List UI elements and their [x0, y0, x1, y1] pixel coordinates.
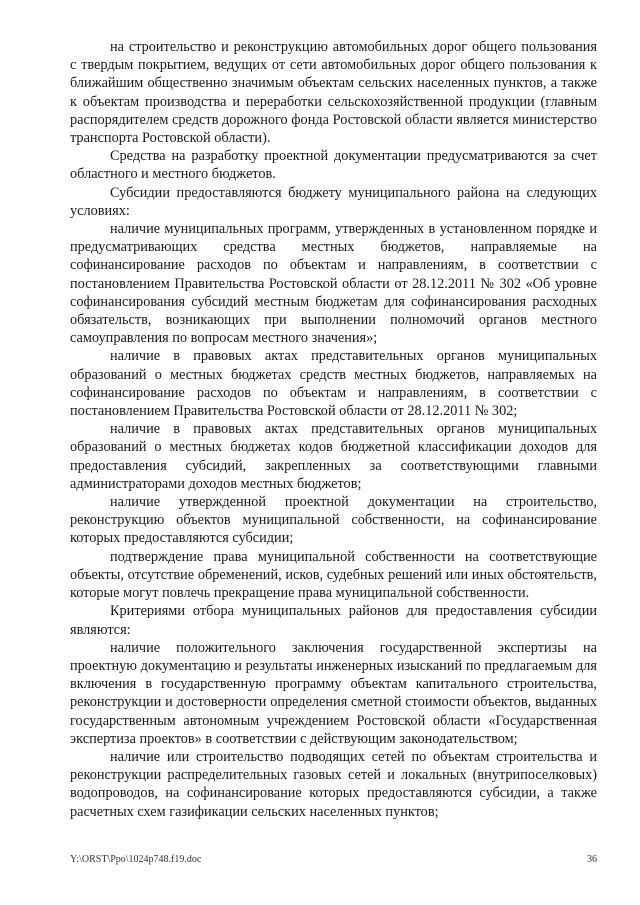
document-body [70, 38, 597, 821]
paragraph-3: Субсидии предоставляются бюджету муниципального района на следующих условиях: [70, 184, 597, 219]
paragraph-9: Критериями отбора муниципальных районов для предоставления субсидии являются: [70, 603, 597, 638]
paragraph-1: на строительство и реконструкцию автомобильных дорог общего пользования с твердым покрытием, ведущих от сети автомобильных дорог общего пользования к ближайшим общественно значимым объектам сельских населенных пунктов, а также к объектам производства и переработки сельскохозяйственной продукции (главным распорядителем средств дорожного фонда Ростовской области является министерство транспорта Ростовской области). [70, 39, 597, 147]
paragraph-2: Средства на разработку проектной документации предусматриваются за счет областного и местного бюджетов. [70, 148, 597, 183]
paragraph-10: наличие положительного заключения государственной экспертизы на проектную документацию и результаты инженерных изысканий по предлагаемым для включения в государственную программу объектам капитального строительства, реконструкции и достоверности определения сметной стоимости объектов, выданных государственным автономным учреждением Ростовской области «Государственная экспертиза проектов» в соответствии с действующим законодательством; [70, 639, 597, 747]
page-number: 36 [587, 854, 597, 865]
paragraph-11: наличие или строительство подводящих сетей по объектам строительства и реконструкции распределительных газовых сетей и локальных (внутрипоселковых) водопроводов, на софинансирование которых предоставляются субсидии, а также расчетных схем газификации сельских населенных пунктов; [70, 748, 597, 820]
paragraph-7: наличие утвержденной проектной документации на строительство, реконструкцию объектов муниципальной собственности, на софинансирование которых предоставляются субсидии; [70, 494, 597, 547]
paragraph-8: подтверждение права муниципальной собственности на соответствующие объекты, отсутствие обременений, исков, судебных решений или иных обстоятельств, которые могут повлечь прекращение права муниципальной собственности. [70, 548, 597, 602]
paragraph-6: наличие в правовых актах представительных органов муниципальных образований о местных бюджетах кодов бюджетной классификации доходов для предоставления субсидий, закрепленных за соответствующими главными администраторами доходов местных бюджетов; [70, 421, 597, 492]
paragraph-4: наличие муниципальных программ, утвержденных в установленном порядке и предусматривающих средства местных бюджетов, направляемые на софинансирование расходов по объектам и направлениям, в соответствии с постановлением Правительства Ростовской области от 28.12.2011 № 302 «Об уровне софинансирования субсидий местным бюджетам для софинансирования расходных обязательств, возникающих при выполнении полномочий органов местного самоуправления по вопросам местного значения»; [70, 221, 597, 347]
paragraph-5: наличие в правовых актах представительных органов муниципальных образований о местных бюджетах средств местных бюджетов, направляемых на софинансирование расходов по объектам и направлениям, в соответствии с постановлением Правительства Ростовской области от 28.12.2011 № 302; [70, 348, 597, 420]
file-path: Y:\ORST\Ppo\1024p748.f19.doc [70, 854, 202, 865]
